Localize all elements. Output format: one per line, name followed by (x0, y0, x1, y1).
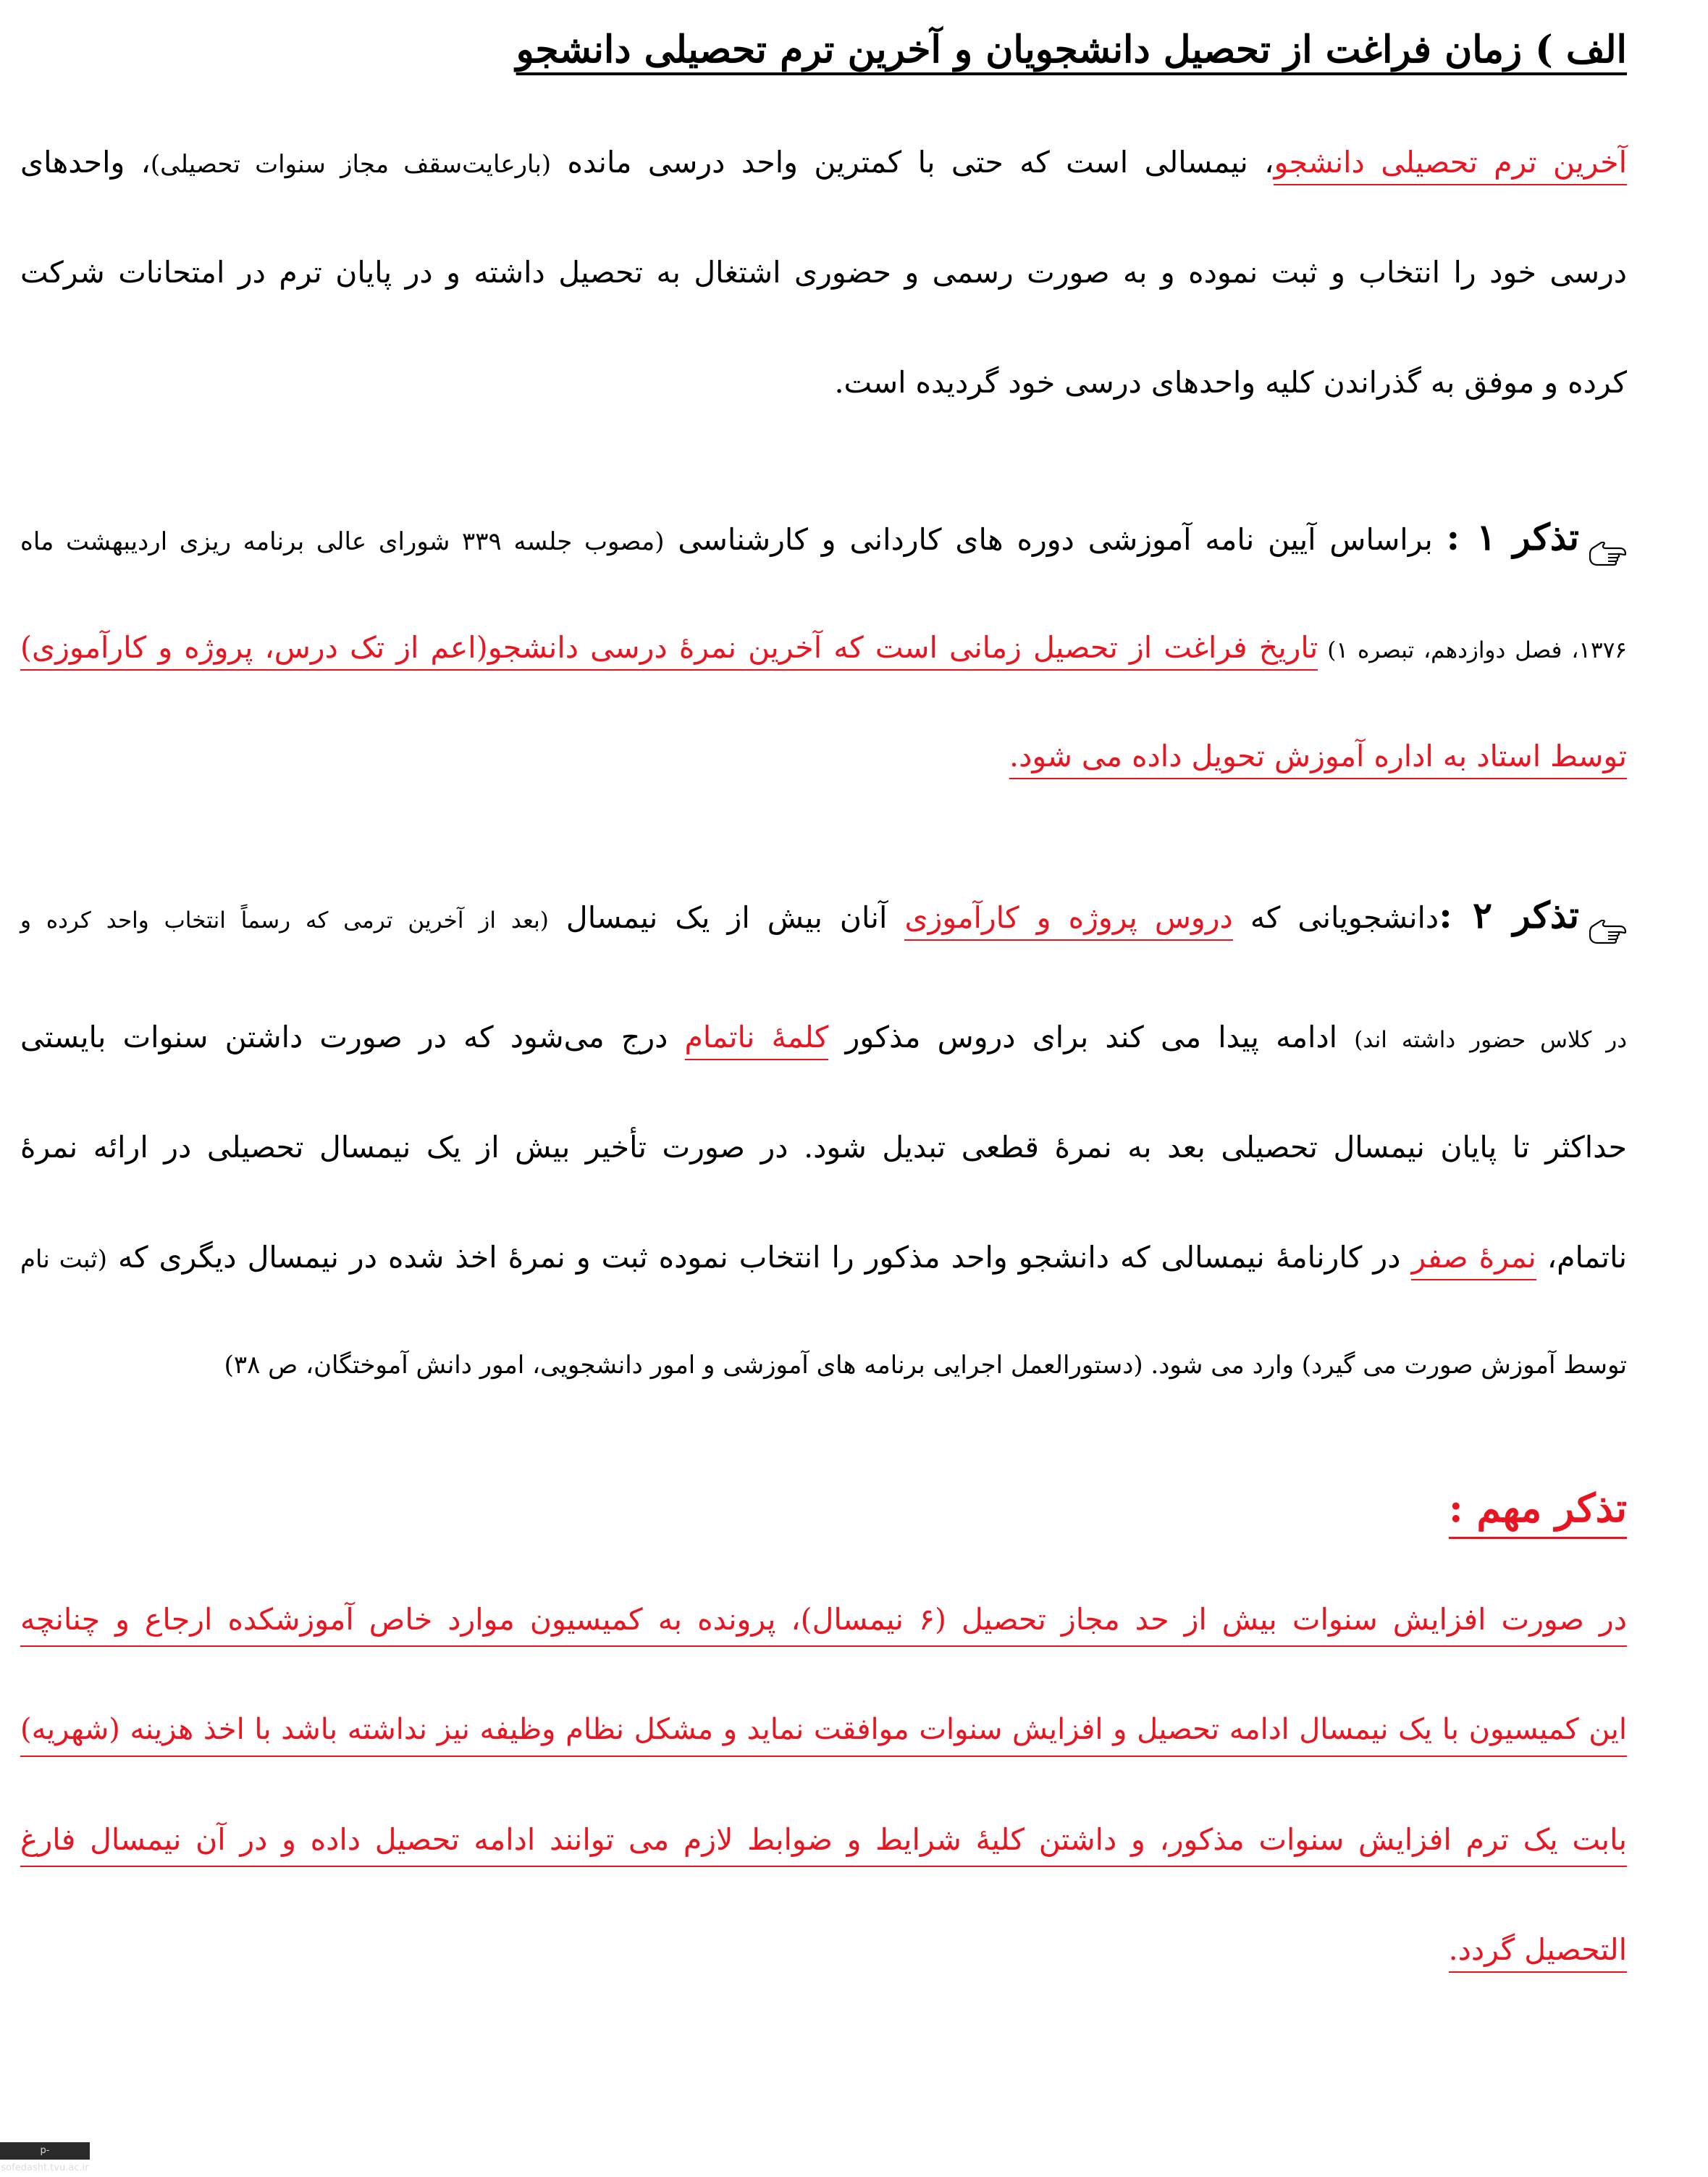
pointing-hand-icon (1589, 908, 1627, 933)
note2-line4 (20, 1231, 1627, 1283)
note2-line1-small: (بعد از آخرین ترمی که رسماً انتخاب واحد کرده و (20, 907, 549, 934)
para1-line3: کرده و موفق به گذراندن کلیه واحدهای درسی خود گردیده است. (834, 365, 1627, 400)
note2-line1-b: آنان بیش از یک نیمسال (548, 900, 905, 935)
para1-line1-end: ، واحدهای (20, 145, 151, 180)
graduation-date-definition-cont: توسط استاد به اداره آموزش تحویل داده می شود. (1009, 739, 1627, 779)
note2-line4-b: در کارنامهٔ نیمسالی که دانشجو واحد مذکور را انتخاب نموده ثبت و نمرهٔ اخذ شده در نیمسال دیگری که (107, 1240, 1412, 1275)
note2-line3: حداکثر تا پایان نیمسال تحصیلی بعد به نمرهٔ قطعی تبدیل شود. در صورت تأخیر بیش از یک نیمسال تحصیلی در ارائه نمرهٔ (20, 1130, 1627, 1165)
note1-line1-small: (مصوب جلسه ۳۳۹ شورای عالی برنامه ریزی اردیبهشت ماه (20, 527, 665, 556)
note2-line4-a: ناتمام، (1536, 1240, 1627, 1275)
important-line4-text: التحصیل گردد. (1449, 1932, 1627, 1973)
important-line2: این کمیسیون با یک نیمسال ادامه تحصیل و افزایش سنوات موافقت نماید و مشکل نظام وظیفه نیز نداشته باشد با اخذ هزینه (شهریه) (20, 1703, 1627, 1757)
para1-line2: درسی خود را انتخاب و ثبت نموده و به صورت رسمی و حضوری اشتغال به تحصیل داشته و در پایان ترم در امتحانات شرکت (20, 255, 1627, 290)
important-line4 (20, 1924, 1627, 1976)
note1-line1 (20, 511, 1627, 563)
note2-label: تذکر ۲ : (1439, 894, 1579, 936)
important-line1: در صورت افزایش سنوات بیش از حد مجاز تحصیل (۶ نیمسال)، پرونده به کمیسیون موارد خاص آموزشکده ارجاع و چنانچه (20, 1593, 1627, 1647)
important-line3: بابت یک ترم افزایش سنوات مذکور، و داشتن کلیهٔ شرایط و ضوابط لازم می توانند ادامه تحصیل داده و در آن نیمسال فارغ (20, 1813, 1627, 1867)
highlight-incomplete: کلمهٔ ناتمام (685, 1020, 829, 1060)
note2-line5-small: توسط آموزش صورت می گیرد) وارد می شود. (دستورالعمل اجرایی برنامه های آموزشی و امور دانشجویی، امور دانش آموختگان، ص ۳۸) (224, 1351, 1627, 1380)
highlight-last-term: آخرین ترم تحصیلی دانشجو (1274, 145, 1627, 185)
highlight-project-internship: دروس پروژه و کارآموزی (904, 900, 1232, 941)
note1-line2-small: ۱۳۷۶، فصل دوازدهم، تبصره ۱) (1318, 637, 1627, 663)
note1-line1-text: براساس آیین نامه آموزشی دوره های کاردانی و کارشناسی (664, 522, 1447, 557)
important-note-title: تذکر مهم : (1449, 1485, 1627, 1539)
note1-label: تذکر ۱ : (1446, 516, 1579, 558)
graduation-date-definition: تاریخ فراغت از تحصیل زمانی است که آخرین نمرهٔ درسی دانشجو(اعم از تک درس، پروژه و کارآموزی) (20, 630, 1318, 671)
note2-line1-a: دانشجویانی که (1232, 900, 1439, 935)
note1-line3 (20, 730, 1627, 782)
note1-line2 (20, 621, 1627, 674)
para1-line1-paren: (بارعایت‌سقف مجاز سنوات تحصیلی) (150, 150, 552, 179)
site-watermark: p-sofedasht.tvu.ac.ir (0, 2142, 90, 2160)
note2-line2-b: درج می‌شود که در صورت داشتن سنوات بایستی (20, 1020, 685, 1054)
note2-line2 (20, 1011, 1627, 1063)
note2-line4-small: (ثبت نام (20, 1245, 108, 1274)
note2-line2-a: ادامه پیدا می کند برای دروس مذکور (828, 1020, 1355, 1054)
note2-line5 (20, 1337, 1627, 1389)
highlight-zero-grade: نمرهٔ صفر (1411, 1240, 1536, 1280)
note2-line2-small: در کلاس حضور داشته اند) (1354, 1027, 1628, 1053)
para1-line1 (20, 136, 1627, 188)
para1-line1-text: ، نیمسالی است که حتی با کمترین واحد درسی مانده (551, 145, 1274, 180)
page-title: الف ) زمان فراغت از تحصیل دانشجویان و آخرین ترم تحصیلی دانشجو (516, 28, 1627, 72)
note2-line1 (20, 889, 1627, 941)
pointing-hand-icon (1589, 530, 1627, 555)
